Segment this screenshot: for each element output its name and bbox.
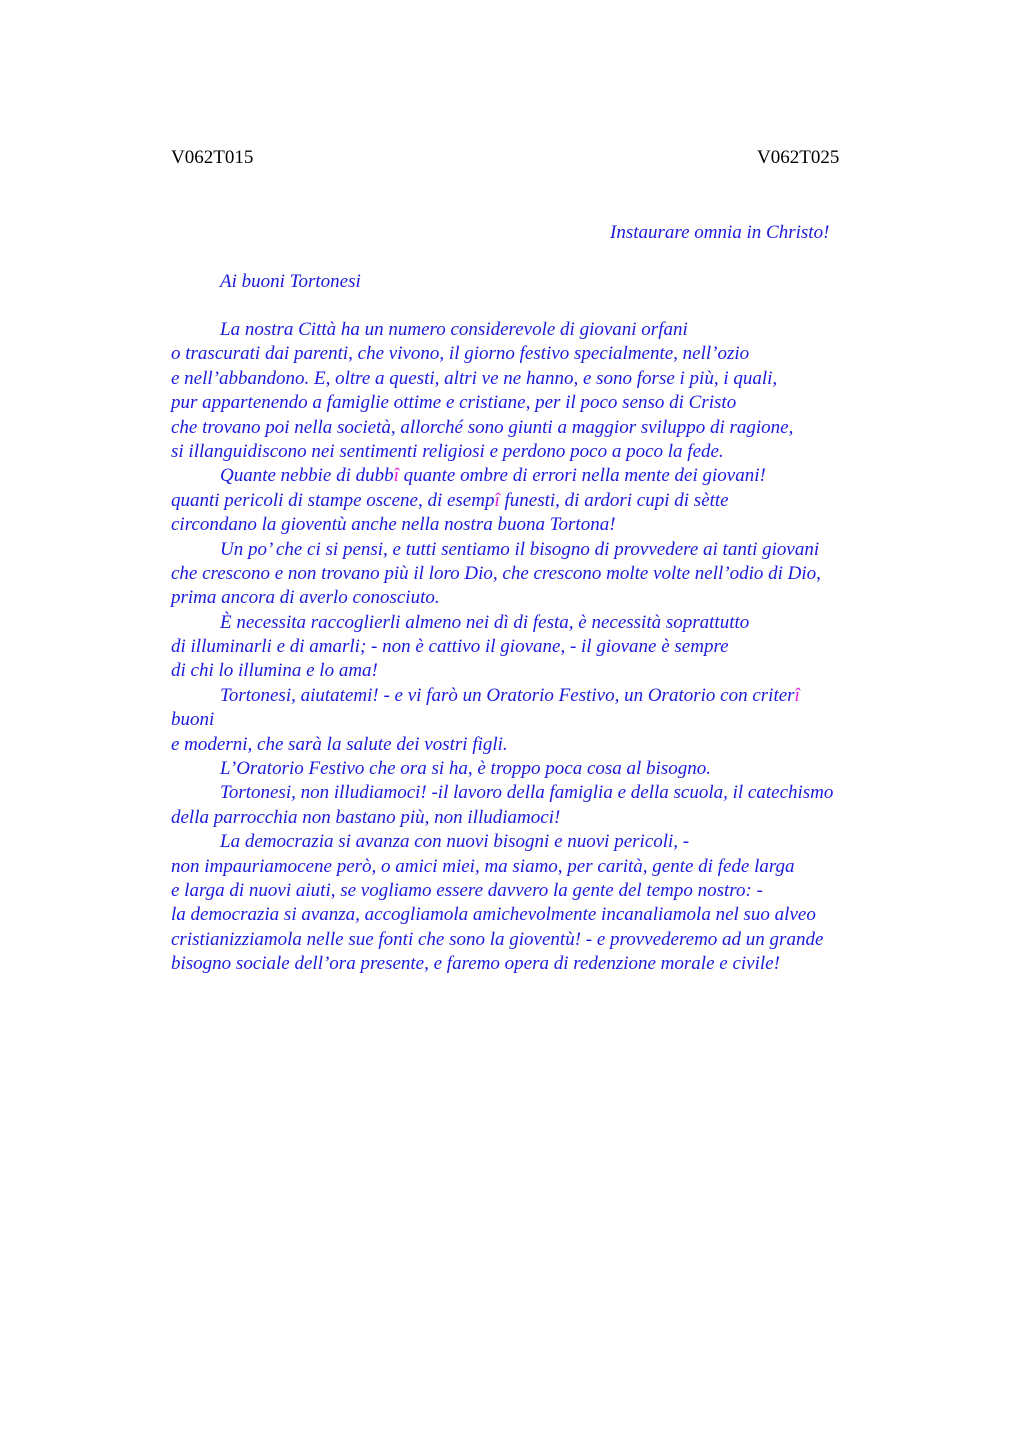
- body-line: si illanguidiscono nei sentimenti religiosi e perdono poco a poco la fede.: [171, 440, 724, 462]
- body-line: La democrazia si avanza con nuovi bisogni e nuovi pericoli, -: [220, 831, 690, 853]
- body-line: È necessita raccoglierli almeno nei dì di festa, è necessità soprattutto: [220, 611, 750, 633]
- body-line: che crescono e non trovano più il loro Dio, che crescono molte volte nell’odio di Dio,: [171, 562, 821, 584]
- highlighted-character: î: [393, 465, 399, 487]
- body-line: buoni: [171, 709, 215, 731]
- body-line: e larga di nuovi aiuti, se vogliamo essere davvero la gente del tempo nostro: -: [171, 879, 763, 901]
- body-line: non impauriamocene però, o amici miei, ma siamo, per carità, gente di fede larga: [171, 855, 795, 877]
- body-line: della parrocchia non bastano più, non illudiamoci!: [171, 806, 561, 828]
- body-line: di illuminarli e di amarli; - non è cattivo il giovane, - il giovane è sempre: [171, 636, 729, 658]
- text-segment: funesti, di ardori cupi di sètte: [499, 489, 729, 511]
- text-segment: quante ombre di errori nella mente dei giovani!: [398, 465, 766, 487]
- body-line: La nostra Città ha un numero considerevole di giovani orfani: [220, 319, 688, 340]
- body-line: [171, 684, 911, 708]
- body-line: Un po’ che ci si pensi, e tutti sentiamo il bisogno di provvedere ai tanti giovani: [220, 538, 820, 560]
- highlighted-character: î: [794, 684, 800, 706]
- body-line: e moderni, che sarà la salute dei vostri figli.: [171, 733, 508, 755]
- text-segment: Tortonesi, aiutatemi! - e vi farò un Oratorio Festivo, un Oratorio con criter: [220, 684, 795, 706]
- body-line: [171, 464, 911, 488]
- salutation: Ai buoni Tortonesi: [220, 271, 361, 292]
- body-line: che trovano poi nella società, allorché sono giunti a maggior sviluppo di ragione,: [171, 416, 794, 438]
- body-line: bisogno sociale dell’ora presente, e faremo opera di redenzione morale e civile!: [171, 953, 780, 975]
- text-segment: Quante nebbie di dubb: [220, 465, 394, 487]
- document-code-right: V062T025: [757, 147, 840, 168]
- epigraph: Instaurare omnia in Christo!: [610, 222, 830, 243]
- letter-body: [171, 318, 911, 977]
- highlighted-character: î: [494, 489, 500, 511]
- body-line: L’Oratorio Festivo che ora si ha, è troppo poca cosa al bisogno.: [220, 758, 711, 780]
- body-line: la democrazia si avanza, accogliamola amichevolmente incanaliamola nel suo alveo: [171, 904, 816, 926]
- body-line: Tortonesi, non illudiamoci! -il lavoro della famiglia e della scuola, il catechismo: [220, 782, 834, 804]
- body-line: o trascurati dai parenti, che vivono, il giorno festivo specialmente, nell’ozio: [171, 343, 750, 365]
- body-line: [171, 489, 911, 513]
- document-code-left: V062T015: [171, 147, 254, 168]
- text-segment: quanti pericoli di stampe oscene, di esemp: [171, 489, 495, 511]
- body-line: prima ancora di averlo conosciuto.: [171, 587, 440, 609]
- body-line: pur appartenendo a famiglie ottime e cristiane, per il poco senso di Cristo: [171, 392, 737, 414]
- body-line: circondano la gioventù anche nella nostra buona Tortona!: [171, 514, 616, 536]
- body-line: e nell’abbandono. E, oltre a questi, altri ve ne hanno, e sono forse i più, i quali,: [171, 367, 778, 389]
- body-line: di chi lo illumina e lo ama!: [171, 660, 378, 682]
- body-line: cristianizziamola nelle sue fonti che sono la gioventù! - e provvederemo ad un grande: [171, 928, 824, 950]
